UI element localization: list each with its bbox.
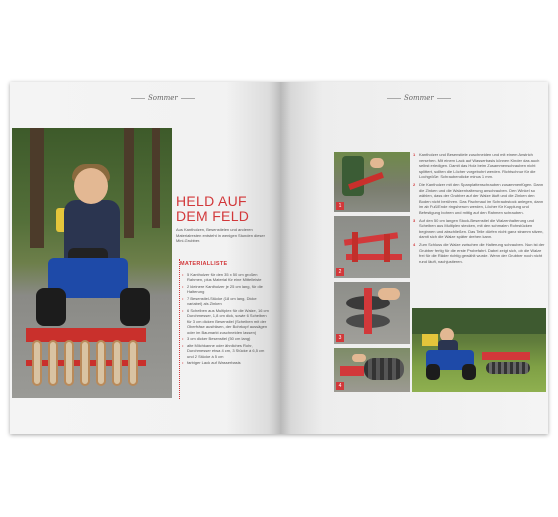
step-photo-4 bbox=[334, 348, 410, 392]
roller bbox=[486, 362, 530, 374]
grubber-tine bbox=[96, 340, 106, 386]
right-page bbox=[280, 82, 548, 434]
roller bbox=[364, 358, 404, 380]
step-number-badge: 1 bbox=[336, 202, 344, 210]
header-rule bbox=[387, 98, 401, 99]
material-item: • 5 Kantholzer für den 35 x 50 cm großen Rahmen, plus Material für eine Mittelleiste bbox=[182, 272, 272, 283]
article-title bbox=[176, 194, 272, 224]
step-number: 3 bbox=[413, 217, 416, 223]
instruction-steps bbox=[413, 152, 545, 266]
hand bbox=[370, 158, 384, 168]
material-item: • farbiger Lack auf Wasserbasis bbox=[182, 360, 272, 365]
materials-list bbox=[182, 272, 272, 367]
material-item: • alte Milchkanne oder ähnliches Rohr, Durchmesser etwa 4 cm, 3 Stücke á 6,5 cm und 2 Stücke á 5 cm bbox=[182, 343, 272, 359]
step-number-badge: 4 bbox=[336, 382, 344, 390]
step-item bbox=[413, 152, 545, 180]
hand bbox=[352, 354, 366, 362]
open-book bbox=[10, 82, 548, 434]
step-item bbox=[413, 182, 545, 216]
title-line: DEM FELD bbox=[176, 208, 250, 224]
red-holder bbox=[340, 366, 364, 376]
tree-trunk bbox=[124, 128, 134, 238]
step-number-badge: 2 bbox=[336, 268, 344, 276]
material-item: • 3 cm dicker Besenstiel (50 cm lang) bbox=[182, 336, 272, 341]
tree-trunk bbox=[30, 128, 44, 248]
left-page bbox=[10, 82, 280, 434]
grubber-tine bbox=[48, 340, 58, 386]
hedge bbox=[412, 308, 546, 334]
grubber-frame bbox=[482, 352, 530, 360]
title-line: HELD AUF bbox=[176, 193, 247, 209]
yellow-bucket bbox=[422, 334, 438, 346]
tractor-wheel bbox=[120, 288, 150, 326]
axle bbox=[364, 288, 372, 334]
material-item: • 2 kleinere Kantholzer je 25 cm lang, für die Halterung bbox=[182, 284, 272, 295]
header-rule bbox=[437, 98, 451, 99]
header-rule bbox=[181, 98, 195, 99]
step-item bbox=[413, 242, 545, 264]
red-post bbox=[384, 234, 390, 262]
hand bbox=[378, 288, 400, 300]
step-photo-1 bbox=[334, 152, 410, 212]
header-label: Sommer bbox=[148, 94, 178, 102]
step-number-badge: 3 bbox=[336, 334, 344, 342]
finished-grubber-photo bbox=[412, 308, 546, 392]
boy-on-tractor-photo bbox=[12, 128, 172, 398]
boy-face bbox=[74, 168, 108, 204]
header-label: Sommer bbox=[404, 94, 434, 102]
grubber-tine bbox=[112, 340, 122, 386]
step-item bbox=[413, 218, 545, 240]
materials-title: MATERIALLISTE bbox=[180, 261, 228, 267]
step-number: 1 bbox=[413, 152, 416, 157]
grubber-tine bbox=[80, 340, 90, 386]
grubber-tine bbox=[64, 340, 74, 386]
step-number: 4 bbox=[413, 241, 416, 247]
tractor-wheel bbox=[36, 288, 66, 326]
page-header bbox=[128, 94, 198, 102]
red-post bbox=[352, 232, 358, 262]
tree-trunk bbox=[152, 128, 160, 228]
grubber-tine bbox=[32, 340, 42, 386]
header-rule bbox=[131, 98, 145, 99]
grubber-tine bbox=[128, 340, 138, 386]
pants-leg bbox=[342, 156, 364, 196]
tractor-wheel bbox=[426, 364, 440, 380]
tractor-wheel bbox=[462, 364, 476, 380]
step-text: Zum Schluss die Walze zwischen die Halterung schrauben. Nun ist der Grubber fertig für die erste Probefahrt. Dabei zeigt sich, ob die Walze frei für die Räder richtig gewählt wurde. Wenn der Grubber noch nicht rund läuft, nachjustieren. bbox=[419, 241, 545, 264]
intro-text: Aus Kantholzen, Besenstielen und anderen Materialresten entsteht in wenigen Stunden dieser Mini-Grubber. bbox=[176, 227, 265, 244]
step-text: Die Kantholzer mit den Spanplattenschrauben zusammenfügen. Dann die Zinken und die Walzenhalterung anschrauben. Den Winkel so wählen, dass der Grubber auf der Walze läuft und die Zinken den Boden nicht berühren. Das Fischmaul im Schraubstock anlegen, dann im ab Fuß/Ende ringsherum werden, Löcher für Kupplung und Befestigung bohren und mittig auf den Rahmen schrauben. bbox=[419, 181, 544, 215]
step-text: Auf den 50 cm langen Stock-Besenstiel die Walzenhalterung und Scheiben aus Multiplex stecken, mit den schmalen Rohrstücken beginnen und abschließen. Das Teile dürfen nicht ganz stramm sitzen, damit sich die Walze später drehen kann. bbox=[419, 217, 544, 240]
step-photo-2 bbox=[334, 216, 410, 278]
step-text: Kantholzer und Besenstiele zuschneiden und mit einem Anstrich versehen. Mit einem Lack auf Wasserbasis können Kinder das auch selbst erledigen. Damit das Holz beim Zusammenschrauben nicht splittert, sollten die Löcher vorgebohrt werden. Richtschnur für die Lochgröße: Schraubendicke minus 1 mm. bbox=[419, 152, 540, 180]
step-number: 2 bbox=[413, 181, 416, 187]
material-item: • 7 Besenstiel-Stücke (18 cm lang, Dicke variabel) als Zinken bbox=[182, 296, 272, 307]
material-item: • 6 Scheiben aus Multiplex für die Walze, 16 cm Durchmesser, 1,8 cm dick, sowie 6 Scheiben für 3 cm dicken Besenstiel (Scheiben mit der Oberfräse ausfräsen, der Bohrkopf aussägen oder im Baumarkt zuschneiden lassen) bbox=[182, 308, 272, 335]
page-header bbox=[384, 94, 454, 102]
step-photo-3 bbox=[334, 282, 410, 344]
